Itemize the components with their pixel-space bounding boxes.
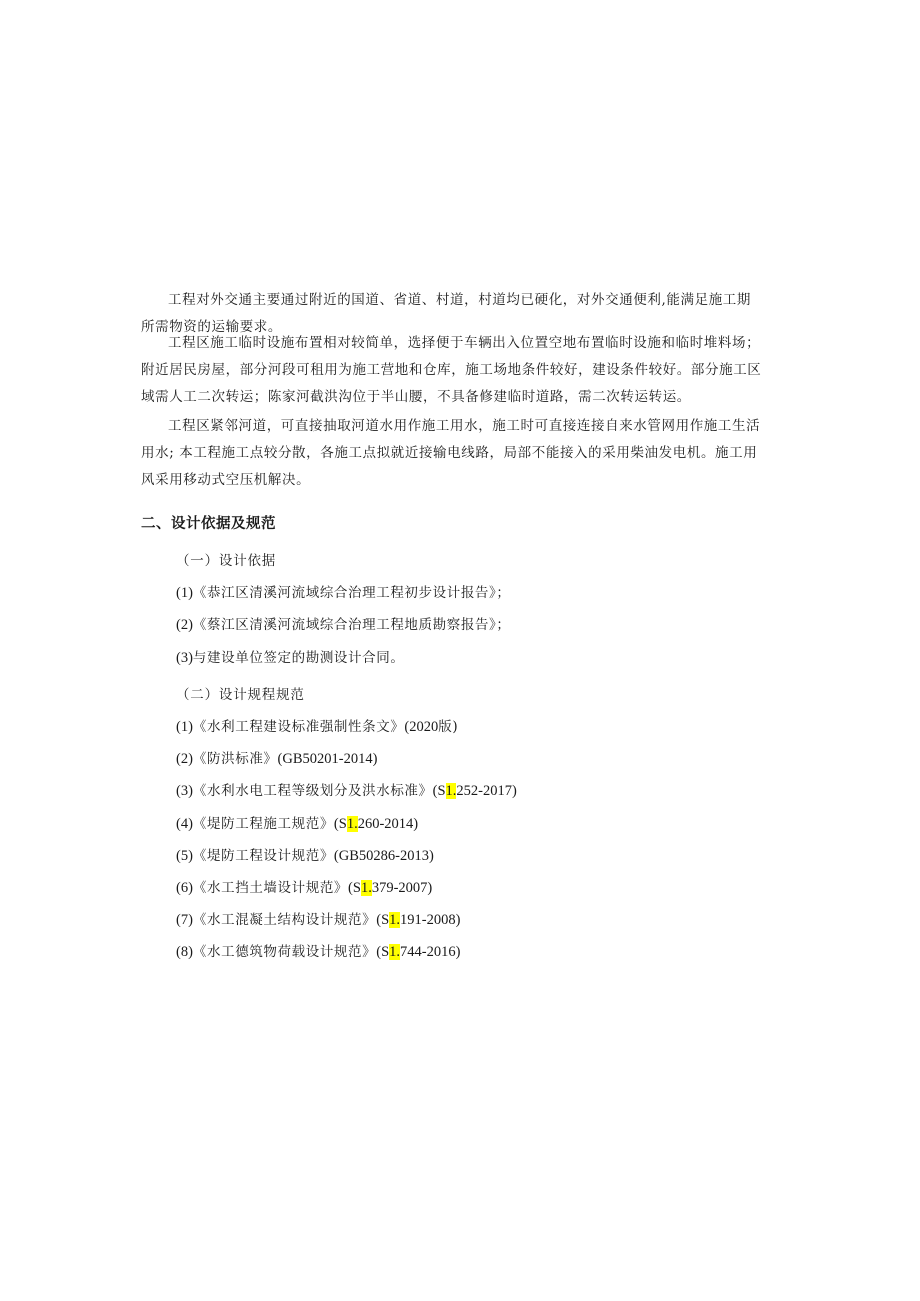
standard-item xyxy=(176,876,432,897)
standard-code: (GB50201-2014) xyxy=(277,751,378,767)
item-number: (1) xyxy=(176,585,193,601)
standard-title: 《水利工程建设标准强制性条文》 xyxy=(192,719,405,735)
highlighted-code-part: 1. xyxy=(346,816,358,832)
standard-item xyxy=(176,812,418,833)
paragraph-line: 域需人工二次转运；陈家河截洪沟位于半山腰，不具备修建临时道路，需二次转运转运。 xyxy=(141,389,691,405)
paragraph-water-power xyxy=(141,413,781,494)
highlighted-code-part: 1. xyxy=(360,880,372,896)
standard-code: (2020 xyxy=(404,719,439,735)
standard-title: 《水工挡土墙设计规范》 xyxy=(192,880,349,896)
paragraph-line: 风采用移动式空压机解决。 xyxy=(141,472,311,488)
basis-item xyxy=(176,613,510,634)
highlighted-code-part: 1. xyxy=(389,912,401,928)
item-number: (1) xyxy=(176,719,193,735)
basis-subheading: （一）设计依据 xyxy=(176,553,277,569)
item-number: (8) xyxy=(176,944,193,960)
standards-subheading: （二）设计规程规范 xyxy=(176,687,305,703)
paragraph-line: 工程区施工临时设施布置相对较简单，选择便于车辆出入位置空地布置临时设施和临时堆料场； xyxy=(168,335,761,351)
standard-code-suffix: 379-2007) xyxy=(371,880,433,896)
paragraph-line: 所需物资的运输要求。 xyxy=(141,319,282,335)
standard-code-suffix: 版) xyxy=(438,719,459,735)
standard-title: 《堤防工程施工规范》 xyxy=(192,816,334,832)
standard-code-suffix: 252-2017) xyxy=(456,783,517,799)
standard-code: (S xyxy=(348,880,361,896)
item-text: 《恭江区清溪河流域综合治理工程初步设计报告》； xyxy=(192,585,511,601)
paragraph-line: 工程对外交通主要通过附近的国道、省道、村道，村道均已硬化，对外交通便利,能满足施工期 xyxy=(168,292,751,308)
standard-code-suffix: 191-2008) xyxy=(400,912,461,928)
highlighted-code-part: 1. xyxy=(445,783,457,799)
item-number: (2) xyxy=(176,617,193,633)
paragraph-temporary-facilities xyxy=(141,330,781,411)
standard-title: 《防洪标准》 xyxy=(192,751,278,767)
item-number: (7) xyxy=(176,912,193,928)
standard-code-suffix: 260-2014) xyxy=(357,816,419,832)
standard-code: (GB50286-2013) xyxy=(333,848,434,864)
item-number: (5) xyxy=(176,848,193,864)
item-number: (2) xyxy=(176,751,193,767)
item-number: (3) xyxy=(176,650,193,666)
paragraph-line: 工程区紧邻河道，可直接抽取河道水用作施工用水，施工时可直接连接自来水管网用作施工生活 xyxy=(168,418,761,434)
standard-item xyxy=(176,715,458,736)
item-number: (6) xyxy=(176,880,193,896)
standard-code-suffix: 744-2016) xyxy=(400,944,461,960)
standard-item xyxy=(176,747,377,768)
basis-item xyxy=(176,646,404,667)
standard-code: (S xyxy=(376,944,390,960)
standard-title: 《水工混凝土结构设计规范》 xyxy=(192,912,377,928)
standard-item xyxy=(176,844,434,865)
standard-title: 《水工德筑物荷载设计规范》 xyxy=(192,944,377,960)
item-number: (3) xyxy=(176,783,193,799)
standard-item xyxy=(176,908,460,929)
standard-item xyxy=(176,779,517,800)
paragraph-line: 附近居民房屋，部分河段可租用为施工营地和仓库，施工场地条件较好，建设条件较好。部分施工区 xyxy=(141,362,762,378)
standard-code: (S xyxy=(376,912,390,928)
item-number: (4) xyxy=(176,816,193,832)
item-text: 《蔡江区清溪河流域综合治理工程地质勘察报告》； xyxy=(192,617,511,633)
paragraph-line: 用水; 本工程施工点较分散，各施工点拟就近接输电线路，局部不能接入的采用柴油发电机。施工用 xyxy=(141,445,758,461)
basis-item xyxy=(176,581,510,602)
standard-title: 《水利水电工程等级划分及洪水标准》 xyxy=(192,783,433,799)
highlighted-code-part: 1. xyxy=(389,944,401,960)
section-heading: 二、设计依据及规范 xyxy=(141,516,276,532)
standard-code: (S xyxy=(432,783,446,799)
standard-item xyxy=(176,940,460,961)
item-text: 与建设单位签定的勘测设计合同。 xyxy=(192,650,405,666)
standard-code: (S xyxy=(333,816,347,832)
standard-title: 《堤防工程设计规范》 xyxy=(192,848,334,864)
